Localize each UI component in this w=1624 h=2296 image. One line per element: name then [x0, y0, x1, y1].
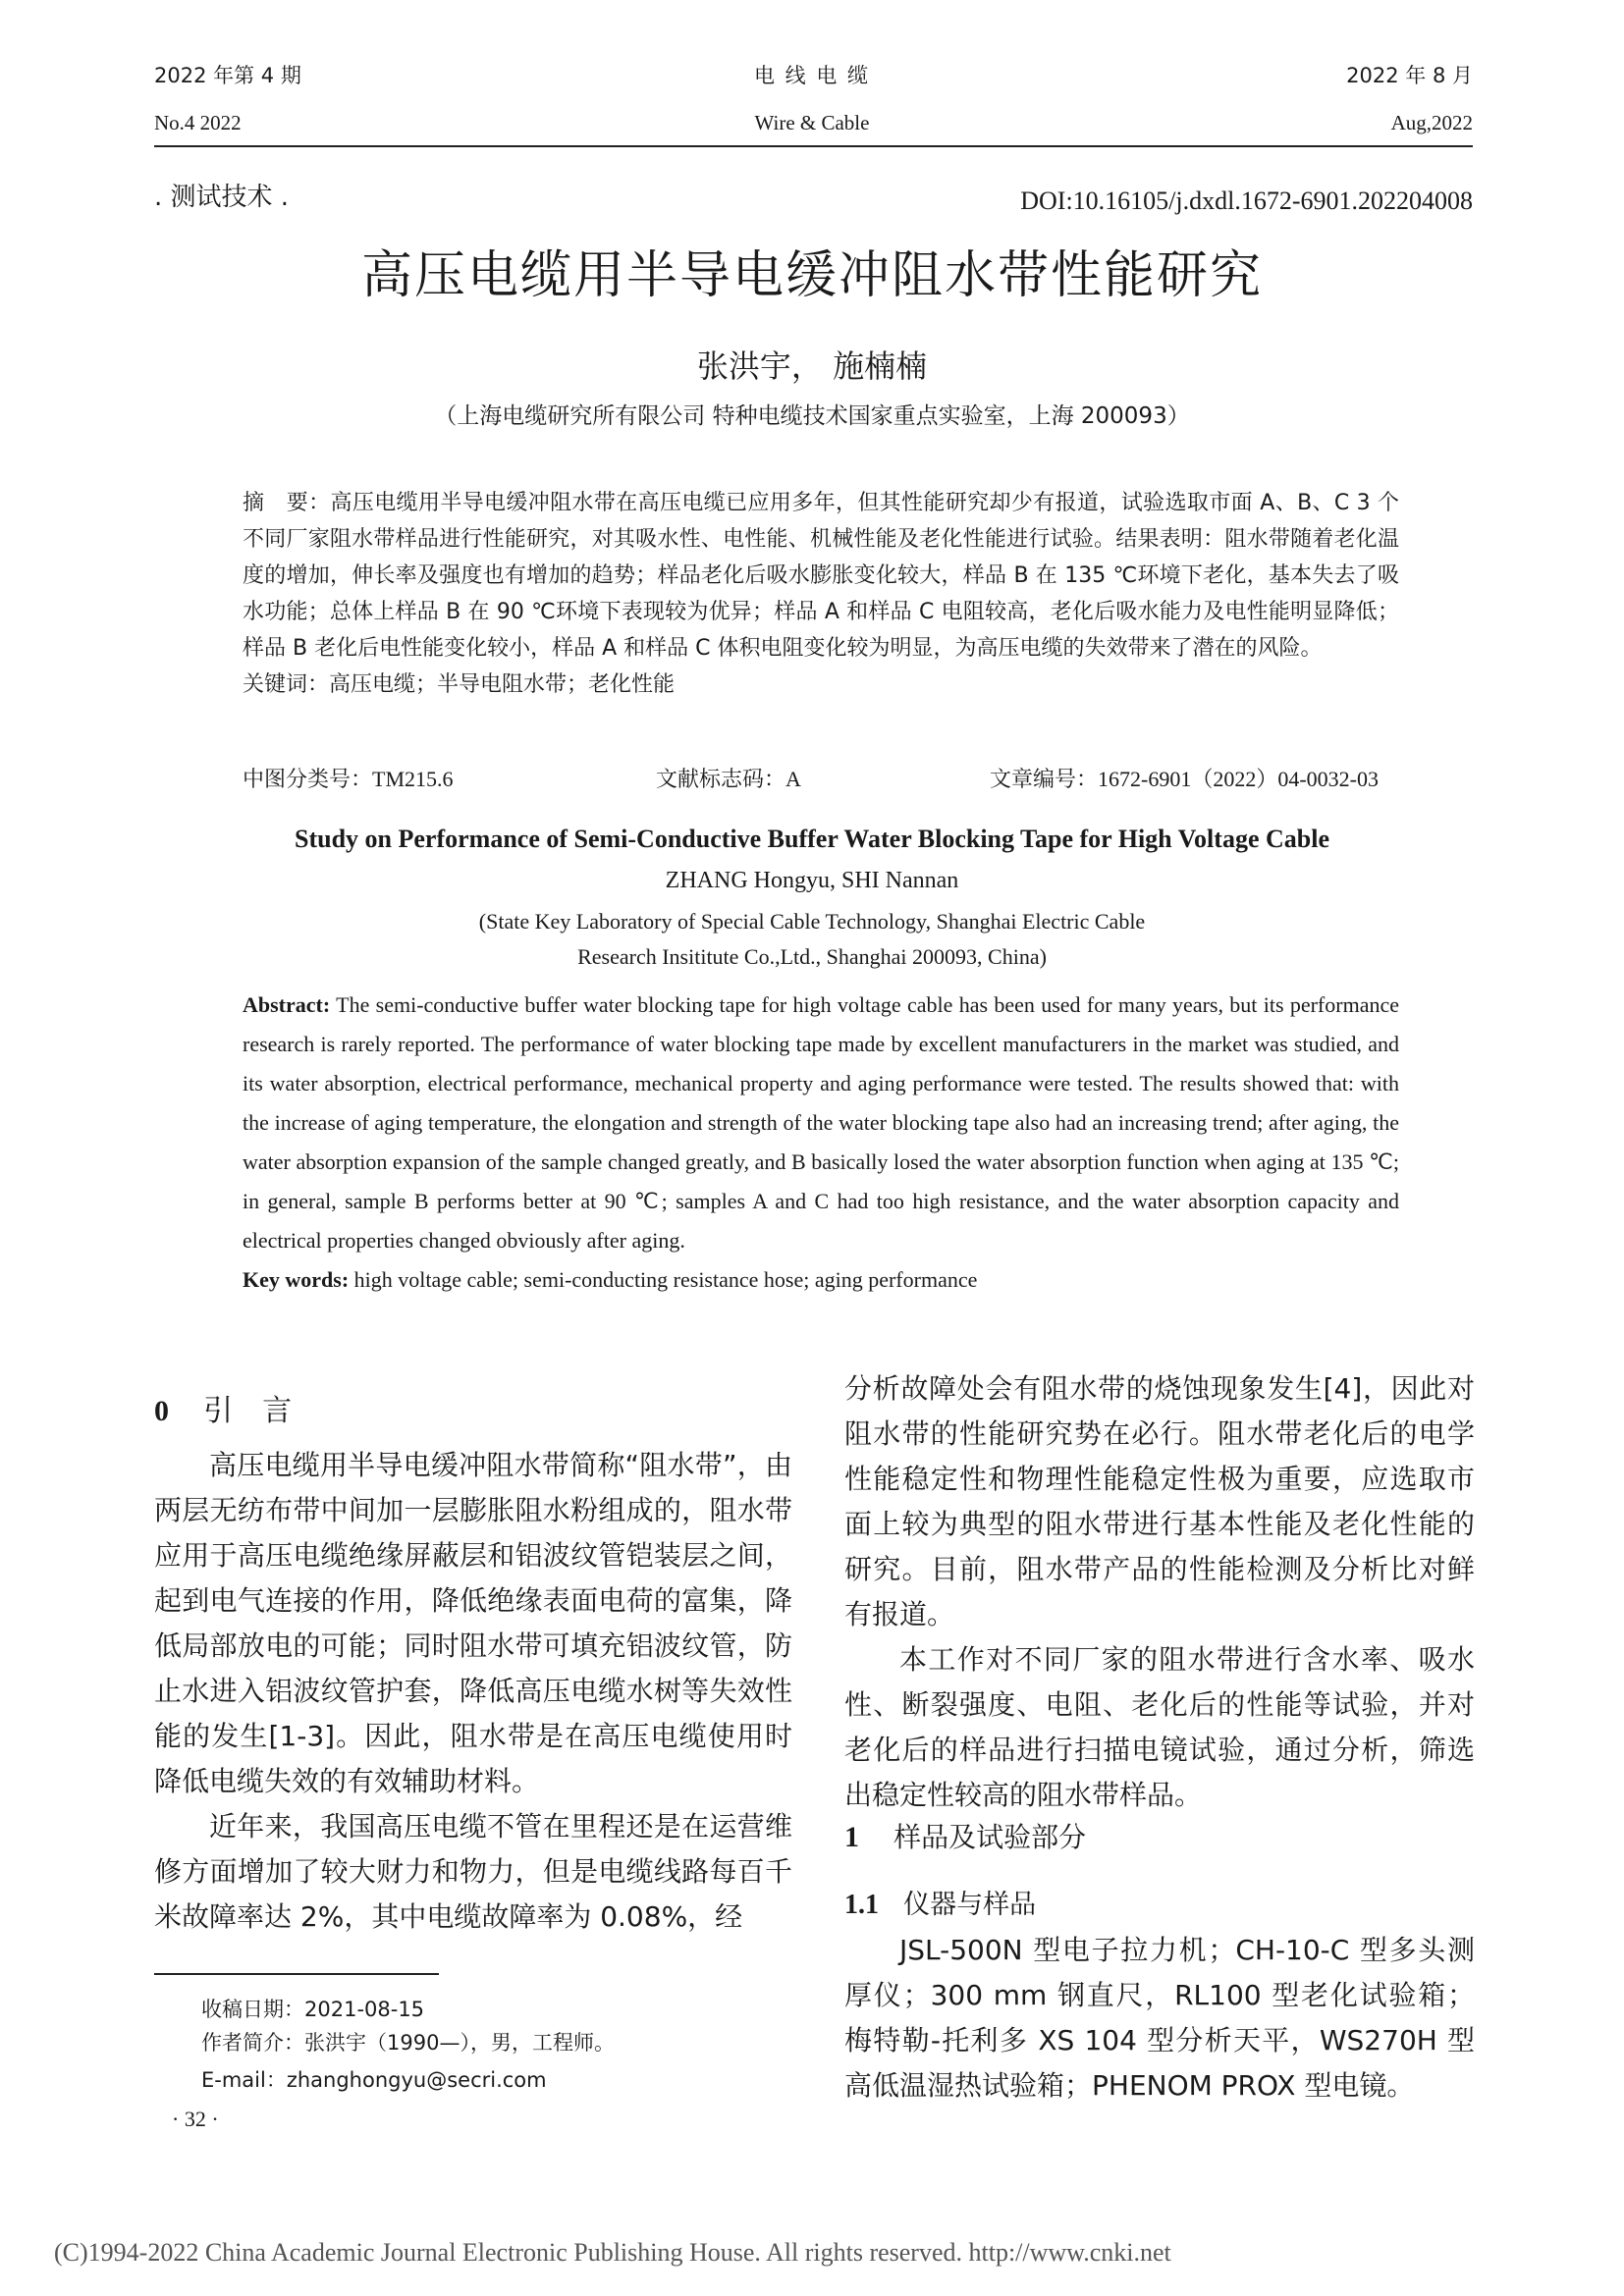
header-date-en: Aug,2022 — [1390, 111, 1473, 134]
doi: DOI:10.16105/j.dxdl.1672-6901.202204008 — [1020, 187, 1473, 215]
header-rule — [154, 145, 1473, 147]
keywords-cn-label: 关键词： — [243, 672, 330, 697]
footnote-received: 收稿日期：2021-08-15 — [201, 1998, 425, 2021]
doc-code-label: 文献标志码： — [656, 768, 786, 792]
paper-title-cn: 高压电缆用半导电缓冲阻水带性能研究 — [360, 246, 1263, 305]
section-1-1-body — [844, 1928, 1475, 2109]
header-date-cn: 2022 年 8 月 — [1346, 64, 1473, 87]
affiliation-en-line1: (State Key Laboratory of Special Cable Technology, Shanghai Electric Cable — [478, 909, 1146, 934]
header-journal-cn: 电 线 电 缆 — [753, 64, 871, 87]
section-0-title: 引 言 — [203, 1394, 293, 1428]
section-1-number: 1 — [844, 1821, 859, 1853]
abstract-en-label: Abstract: — [243, 992, 331, 1017]
article-no-value: 1672-6901（2022）04-0032-03 — [1098, 767, 1379, 791]
keywords-en-text: high voltage cable; semi-conducting resistance hose; aging performance — [349, 1267, 978, 1292]
right-column-body — [844, 1366, 1475, 1818]
clc-label: 中图分类号： — [243, 768, 373, 792]
doc-code — [656, 761, 801, 798]
abstract-cn-label: 摘 要： — [243, 491, 331, 515]
article-no — [990, 761, 1379, 798]
section-0-paragraph-1: 高压电缆用半导电缓冲阻水带简称“阻水带”，由两层无纺布带中间加一层膨胀阻水粉组成的，阻水带应用于高压电缆绝缘屏蔽层和铝波纹管铠装层之间，起到电气连接的作用，降低绝缘表面电荷的富集，降低局部放电的可能；同时阻水带可填充铝波纹管，防止水进入铝波纹管护套，降低高压电缆水树等失效性能的发生[1-3]。因此，阻水带是在高压电缆使用时降低电缆失效的有效辅助材料。 — [154, 1449, 792, 1797]
section-1-1-paragraph: JSL-500N 型电子拉力机；CH-10-C 型多头测厚仪；300 mm 钢直尺，RL100 型老化试验箱；梅特勒-托利多 XS 104 型分析天平，WS270H 型高低温湿热试验箱；PHENOM PROX 型电镜。 — [844, 1934, 1475, 2102]
keywords-cn-text: 高压电缆；半导电阻水带；老化性能 — [329, 672, 676, 697]
footnote — [201, 1993, 615, 2097]
clc — [243, 761, 454, 798]
footnote-author: 作者简介：张洪宇（1990—），男，工程师。 — [201, 2031, 615, 2055]
affiliation-cn: （上海电缆研究所有限公司 特种电缆技术国家重点实验室，上海 200093） — [434, 403, 1190, 429]
left-column-body — [154, 1443, 792, 1940]
keywords-en-label: Key words: — [243, 1267, 350, 1292]
paper-title-en: Study on Performance of Semi-Conductive Buffer Water Blocking Tape for High Voltage Cable — [295, 825, 1329, 853]
section-0-paragraph-2: 近年来，我国高压电缆不管在里程还是在运营维修方面增加了较大财力和物力，但是电缆线路每百千米故障率达 2%，其中电缆故障率为 0.08%，经 — [154, 1810, 792, 1933]
affiliation-en-line2: Research Insititute Co.,Ltd., Shanghai 200093, China) — [577, 944, 1047, 969]
section-1-title: 样品及试验部分 — [893, 1821, 1087, 1853]
header-issue-cn: 2022 年第 4 期 — [154, 64, 301, 87]
article-no-label: 文章编号： — [990, 768, 1099, 792]
doc-code-value: A — [785, 767, 801, 791]
abstract-en-text: The semi-conductive buffer water blocking tape for high voltage cable has been used for many years, but its performance research is rarely reported. The performance of water blocking tape made by excellent manufacturers in the market was studied, and its water absorption, electrical performance, mechanical property and aging performance were tested. The results showed that: with the increase of aging temperature, the elongation and strength of the water blocking tape also had an increasing trend; after aging, the water absorption expansion of the sample changed greatly, and B basically losed the water absorption function when aging at 135 ℃; in general, sample B performs better at 90 ℃; samples A and C had too high resistance, and the water absorption capacity and electrical properties changed obviously after aging. — [243, 992, 1399, 1253]
footnote-rule — [154, 1973, 439, 1975]
authors-en: ZHANG Hongyu, SHI Nannan — [665, 868, 959, 893]
section-1-1-number: 1.1 — [844, 1890, 879, 1920]
header-journal-en: Wire & Cable — [754, 111, 870, 134]
section-1-1-title: 仪器与样品 — [903, 1890, 1037, 1920]
section-0-heading — [154, 1386, 292, 1429]
abstract-cn-text: 高压电缆用半导电缓冲阻水带在高压电缆已应用多年，但其性能研究却少有报道，试验选取市面 A、B、C 3 个不同厂家阻水带样品进行性能研究，对其吸水性、电性能、机械性能及老化性能进行试验。结果表明：阻水带随着老化温度的增加，伸长率及强度也有增加的趋势；样品老化后吸水膨胀变化较大，样品 B 在 135 ℃环境下老化，基本失去了吸水功能；总体上样品 B 在 90 ℃环境下表现较为优异；样品 A 和样品 C 电阻较高，老化后吸水能力及电性能明显降低；样品 B 老化后电性能变化较小，样品 A 和样品 C 体积电阻变化较为明显，为高压电缆的失效带来了潜在的风险。 — [243, 491, 1399, 661]
section-1-1-heading — [844, 1883, 1036, 1921]
authors-cn: 张洪宇， 施楠楠 — [696, 347, 928, 385]
abstract-en — [243, 986, 1399, 1300]
right-paragraph-1: 分析故障处会有阻水带的烧蚀现象发生[4]，因此对阻水带的性能研究势在必行。阻水带老化后的电学性能稳定性和物理性能稳定性极为重要，应选取市面上较为典型的阻水带进行基本性能及老化性能的研究。目前，阻水带产品的性能检测及分析比对鲜有报道。 — [844, 1372, 1475, 1630]
copyright-notice: (C)1994-2022 China Academic Journal Electronic Publishing House. All rights reserved. http://www.cnki.net — [54, 2238, 1171, 2267]
footnote-email: E-mail：zhanghongyu@secri.com — [201, 2068, 547, 2092]
clc-value: TM215.6 — [372, 767, 454, 791]
header-issue-en: No.4 2022 — [154, 111, 242, 134]
section-0-number: 0 — [154, 1395, 169, 1427]
right-paragraph-2: 本工作对不同厂家的阻水带进行含水率、吸水性、断裂强度、电阻、老化后的性能等试验，并对老化后的样品进行扫描电镜试验，通过分析，筛选出稳定性较高的阻水带样品。 — [844, 1643, 1475, 1811]
page-number: · 32 · — [172, 2107, 219, 2131]
column-label: . 测试技术 . — [154, 183, 290, 212]
abstract-cn — [243, 485, 1399, 703]
section-1-heading — [844, 1816, 1086, 1855]
